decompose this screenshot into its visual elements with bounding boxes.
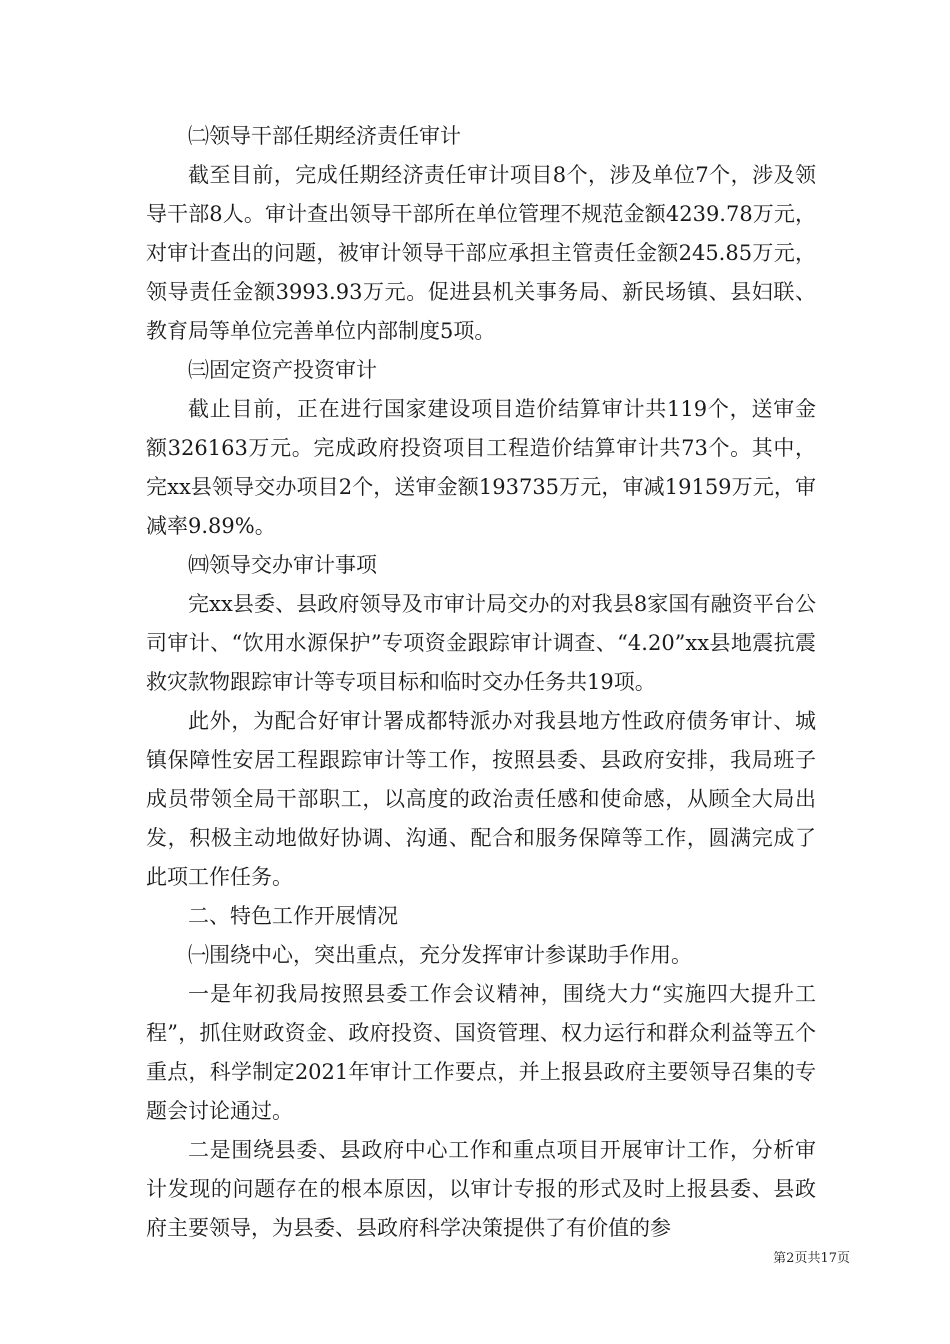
section-heading-assigned-audit: ㈣领导交办审计事项 bbox=[188, 553, 377, 577]
page-number-footer: 第2页共17页 bbox=[773, 1251, 850, 1266]
paragraph-fixed-asset-results: 截止目前，正在进行国家建设项目造价结算审计共119个，送审金额326163万元。完成政府投资项目工程造价结算审计共73个。其中，完xx县领导交办项目2个，送审金额193735万元，审减19159万元，审减率9.89%。 bbox=[146, 397, 816, 538]
paragraph-leader-audit-results: 截至目前，完成任期经济责任审计项目8个，涉及单位7个，涉及领导干部8人。审计查出领导干部所在单位管理不规范金额4239.78万元，对审计查出的问题，被审计领导干部应承担主管责任金额245.85万元，领导责任金额3993.93万元。促进县机关事务局、新民场镇、县妇联、教育局等单位完善单位内部制度5项。 bbox=[146, 163, 816, 343]
section-heading-fixed-asset-audit: ㈢固定资产投资审计 bbox=[188, 358, 377, 382]
section-heading-leader-audit: ㈡领导干部任期经济责任审计 bbox=[188, 124, 461, 148]
section-heading-featured-work: 二、特色工作开展情况 bbox=[188, 904, 398, 928]
subsection-heading-focus-center: ㈠围绕中心，突出重点，充分发挥审计参谋助手作用。 bbox=[188, 943, 692, 967]
paragraph-assigned-audit-results: 完xx县委、县政府领导及市审计局交办的对我县8家国有融资平台公司审计、“饮用水源保护”专项资金跟踪审计调查、“4.20”xx县地震抗震救灾款物跟踪审计等专项目标和临时交办任务共19项。 bbox=[146, 592, 816, 694]
paragraph-second-point: 二是围绕县委、县政府中心工作和重点项目开展审计工作，分析审计发现的问题存在的根本原因，以审计专报的形式及时上报县委、县政府主要领导，为县委、县政府科学决策提供了有价值的参 bbox=[146, 1138, 816, 1240]
paragraph-first-point: 一是年初我局按照县委工作会议精神，围绕大力“实施四大提升工程”，抓住财政资金、政府投资、国资管理、权力运行和群众利益等五个重点，科学制定2021年审计工作要点，并上报县政府主要领导召集的专题会讨论通过。 bbox=[146, 982, 816, 1123]
document-body bbox=[146, 117, 816, 1248]
paragraph-additional-work: 此外，为配合好审计署成都特派办对我县地方性政府债务审计、城镇保障性安居工程跟踪审计等工作，按照县委、县政府安排，我局班子成员带领全局干部职工，以高度的政治责任感和使命感，从顾全大局出发，积极主动地做好协调、沟通、配合和服务保障等工作，圆满完成了此项工作任务。 bbox=[146, 709, 816, 889]
